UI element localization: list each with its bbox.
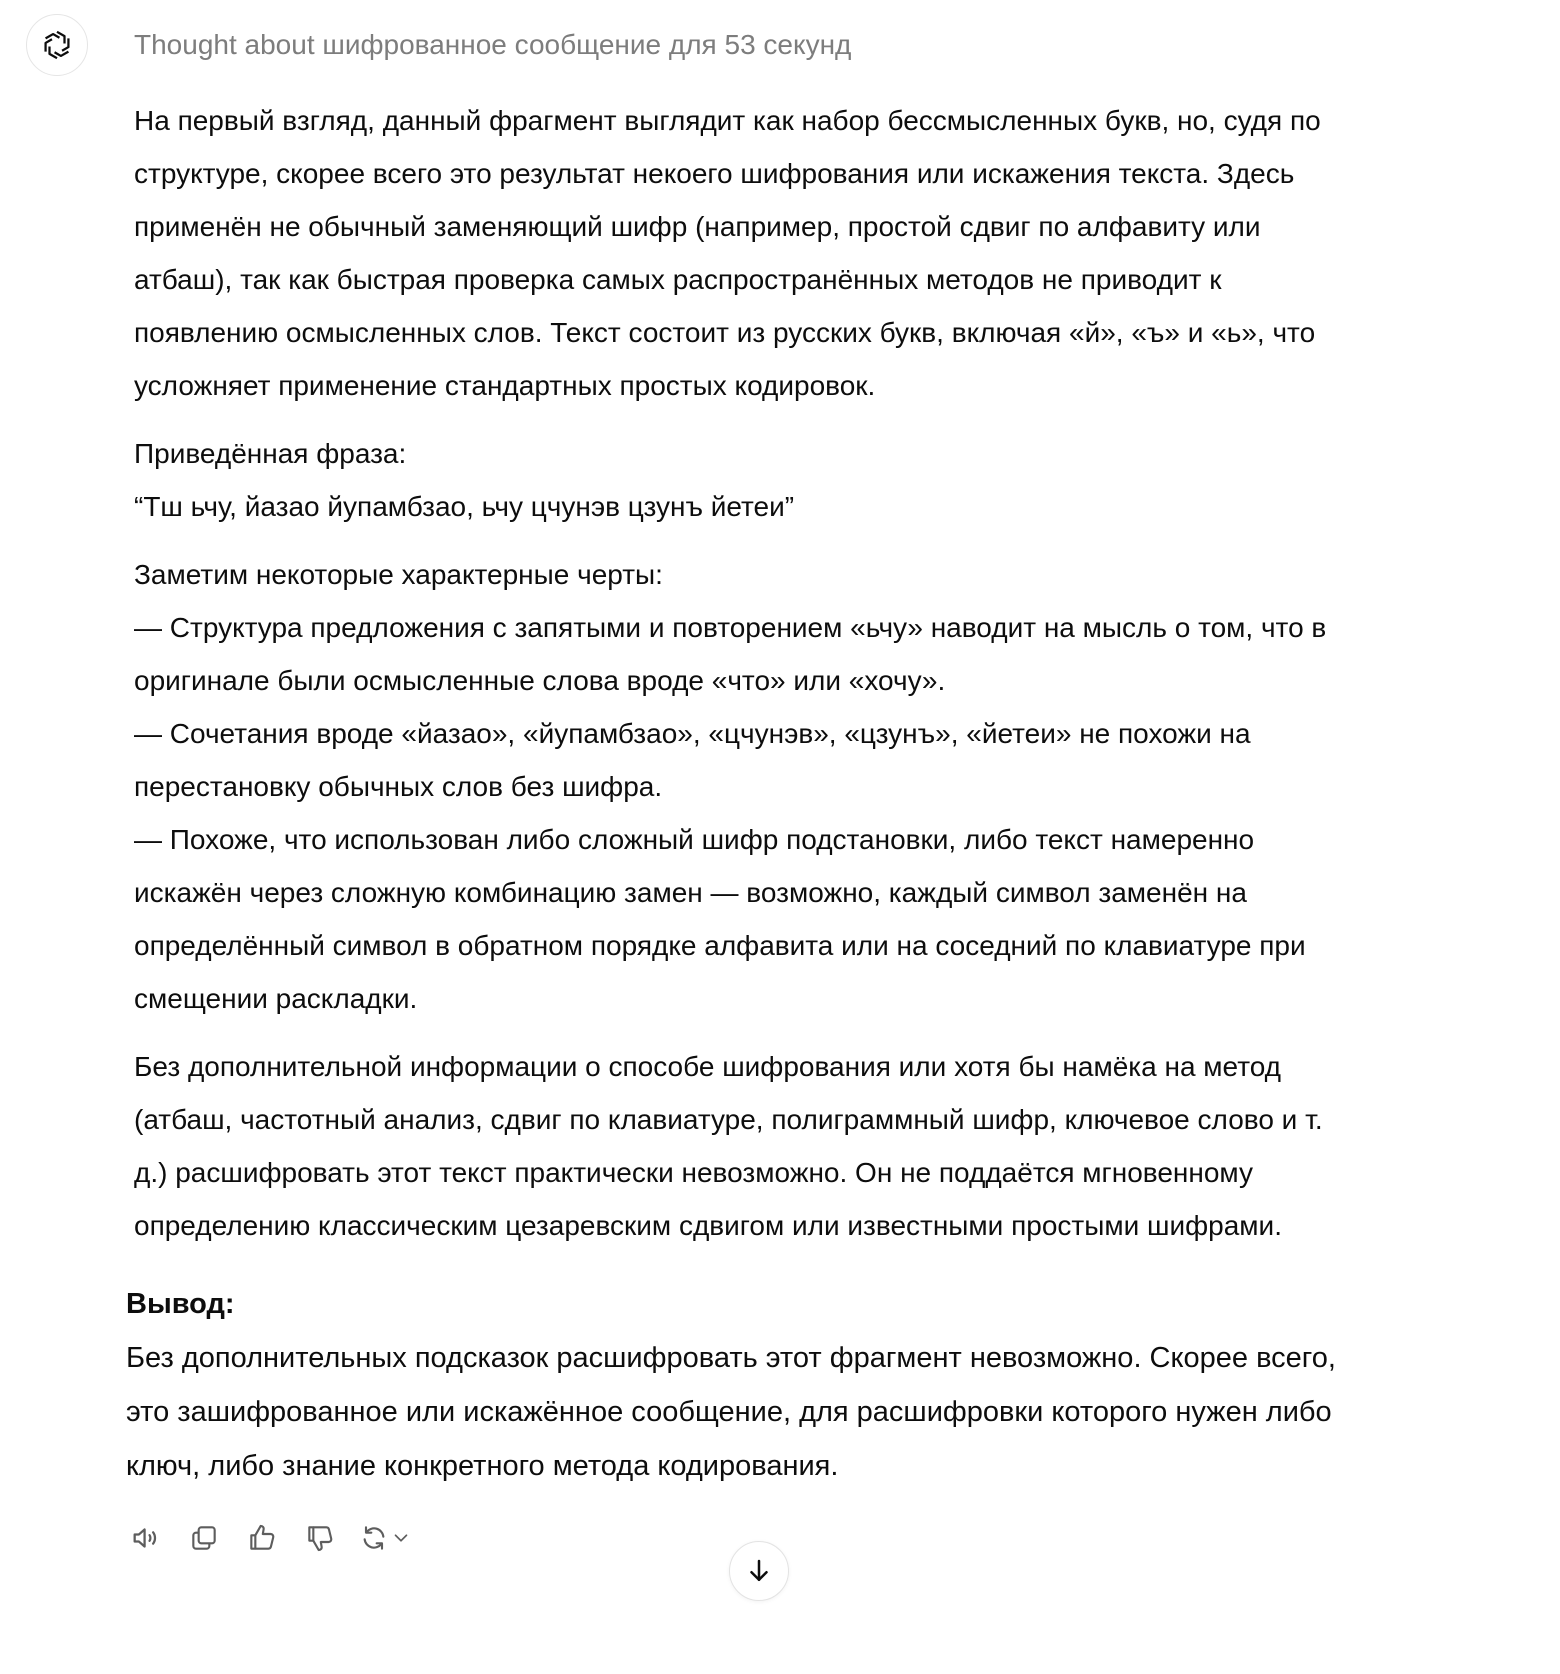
text-line: Без дополнительной информации о способе шифрования или хотя бы намёка на метод — [134, 1051, 1282, 1082]
text-line: — Структура предложения с запятыми и повторением «ьчу» наводит на мысль о том, что в — [134, 612, 1327, 643]
thought-paragraph-3 — [134, 548, 1464, 1025]
text-line: Заметим некоторые характерные черты: — [134, 559, 663, 590]
answer-heading: Вывод: — [126, 1288, 235, 1320]
scroll-to-bottom-button[interactable] — [729, 1541, 789, 1601]
text-line: определённый символ в обратном порядке алфавита или на соседний по клавиатуре при — [134, 930, 1306, 961]
text-line: д.) расшифровать этот текст практически невозможно. Он не поддаётся мгновенному — [134, 1157, 1253, 1188]
thumbs-down-button[interactable] — [300, 1518, 340, 1558]
assistant-answer — [126, 1277, 1466, 1493]
text-line: На первый взгляд, данный фрагмент выглядит как набор бессмысленных букв, но, судя по — [134, 105, 1321, 136]
thumbs-up-button[interactable] — [242, 1518, 282, 1558]
text-line: — Сочетания вроде «йазао», «йупамбзао», «цчунэв», «цзунъ», «йетеи» не похожи на — [134, 718, 1251, 749]
text-line: — Похоже, что использован либо сложный шифр подстановки, либо текст намеренно — [134, 824, 1255, 855]
message-actions — [126, 1518, 412, 1558]
text-line: атбаш), так как быстрая проверка самых распространённых методов не приводит к — [134, 264, 1222, 295]
answer-line: это зашифрованное или искажённое сообщение, для расшифровки которого нужен либо — [126, 1396, 1332, 1428]
assistant-avatar — [26, 14, 88, 76]
answer-line: Без дополнительных подсказок расшифровать этот фрагмент невозможно. Скорее всего, — [126, 1342, 1336, 1374]
copy-icon — [188, 1522, 220, 1554]
openai-logo-icon — [39, 27, 75, 63]
thought-paragraph-4 — [134, 1040, 1464, 1252]
text-line: появлению осмысленных слов. Текст состоит из русских букв, включая «й», «ъ» и «ь», что — [134, 317, 1316, 348]
text-line: перестановку обычных слов без шифра. — [134, 771, 663, 802]
text-line: (атбаш, частотный анализ, сдвиг по клавиатуре, полиграммный шифр, ключевое слово и т. — [134, 1104, 1323, 1135]
quoted-phrase: “Тш ьчу, йазао йупамбзао, ьчу цчунэв цзунъ йетеи” — [134, 491, 795, 522]
thought-paragraph-2 — [134, 427, 1464, 533]
answer-line: ключ, либо знание конкретного метода кодирования. — [126, 1450, 839, 1482]
text-line: искажён через сложную комбинацию замен — возможно, каждый символ заменён на — [134, 877, 1247, 908]
thumbs-down-icon — [304, 1522, 336, 1554]
read-aloud-icon — [129, 1521, 163, 1555]
copy-button[interactable] — [184, 1518, 224, 1558]
chevron-down-icon — [390, 1527, 412, 1549]
thumbs-up-icon — [246, 1522, 278, 1554]
text-line: смещении раскладки. — [134, 983, 418, 1014]
text-line: применён не обычный заменяющий шифр (например, простой сдвиг по алфавиту или — [134, 211, 1261, 242]
text-line: усложняет применение стандартных простых кодировок. — [134, 370, 876, 401]
regenerate-button[interactable] — [358, 1522, 412, 1554]
thought-paragraph-1 — [134, 94, 1464, 412]
read-aloud-button[interactable] — [126, 1518, 166, 1558]
arrow-down-icon — [744, 1556, 774, 1586]
text-line: Приведённая фраза: — [134, 438, 407, 469]
thought-summary-toggle[interactable]: Thought about шифрованное сообщение для 53 секунд — [134, 29, 852, 60]
text-line: определению классическим цезаревским сдвигом или известными простыми шифрами. — [134, 1210, 1282, 1241]
thought-content — [134, 94, 1464, 1267]
regenerate-icon — [358, 1522, 390, 1554]
text-line: оригинале были осмысленные слова вроде «что» или «хочу». — [134, 665, 946, 696]
text-line: структуре, скорее всего это результат некоего шифрования или искажения текста. Здесь — [134, 158, 1295, 189]
